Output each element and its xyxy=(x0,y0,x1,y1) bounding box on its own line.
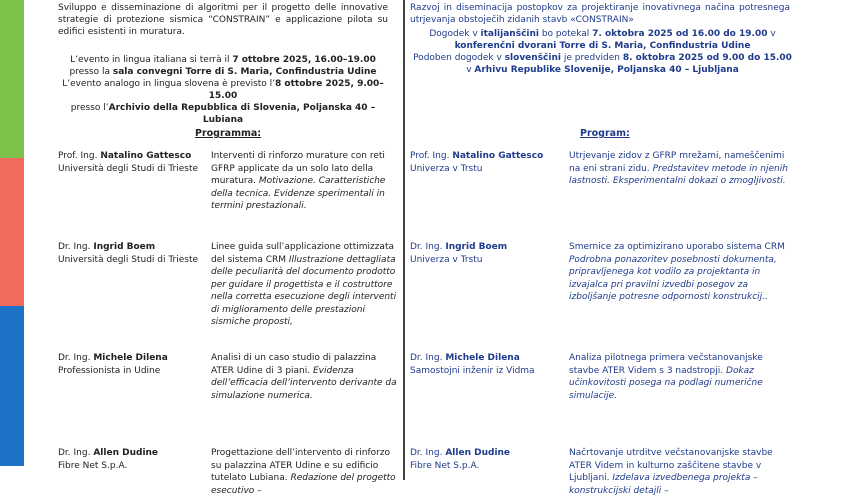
talk-description: Smernice za optimizirano uporabo sistema CRM Podrobna ponazoritev posebnosti dokumenta, pripravljenega kot vodilo za projektanta in izvajalca pri pravilni izvedbi posegov za izboljšanje potresne odpornosti konstrukcij.. xyxy=(569,242,785,302)
program-title-sl: Program: xyxy=(580,128,630,139)
speaker: Prof. Ing. Natalino Gattesco Univerza v Trstu xyxy=(410,151,544,174)
talk-description: Interventi di rinforzo murature con reti GFRP applicate da un solo lato della muratura. Motivazione. Caratteristiche della tecnica. Evidenze sperimentali in termini prestazionali. xyxy=(211,151,386,211)
event2-date-sl: 8. oktobra 2025 od 9.00 do 15.00 xyxy=(622,53,792,63)
event-place-it: sala convegni Torre di S. Maria, Confindustria Udine xyxy=(112,67,377,77)
intro-sl: Razvoj in diseminacija postopkov za projektiranje inovativnega načina potresnega utrjevanja obstoječih zidanih stavb «CONSTRAIN» xyxy=(410,3,790,25)
talk-description: Progettazione dell’intervento di rinforzo su palazzina ATER Udine e su edificio tutelato Lubiana. Redazione del progetto esecutivo – xyxy=(211,448,396,496)
speaker: Dr. Ing. Ingrid Boem Univerza v Trstu xyxy=(410,242,508,265)
event-info-it: L’evento in lingua italiana si terrà il 7 ottobre 2025, 16.00–19.00 presso la sala convegni Torre di S. Maria, Confindustria Udine L’evento analogo in lingua slovena è previsto l’8 ottobre 2025, 9.00–15.00 presso l’Archivio della Repubblica di Slovenia, Poljanska 40 – Lubiana xyxy=(62,55,384,125)
speaker: Dr. Ing. Michele Dilena Professionista in Udine xyxy=(58,353,168,376)
speaker: Prof. Ing. Natalino Gattesco Università degli Studi di Trieste xyxy=(58,151,199,174)
column-divider xyxy=(403,0,405,480)
talk-description: Analiza pilotnega primera večstanovanjske stavbe ATER Videm s 3 nadstropji. Dokaz učinkovitosti posega na podlagi numerične simulacije. xyxy=(569,353,763,401)
stripe-green xyxy=(0,0,24,158)
intro-it: Sviluppo e disseminazione di algoritmi per il progetto delle innovative strategie di protezione sismica “CONSTRAIN” e applicazione pilota su edifici esistenti in muratura. xyxy=(58,3,388,37)
talk-description: Analisi di un caso studio di palazzina ATER Udine di 3 piani. Evidenza dell’efficacia dell’intervento derivante da simulazione numerica. xyxy=(211,353,397,401)
stripe-blue xyxy=(0,306,24,466)
speaker: Dr. Ing. Allen Dudine Fibre Net S.p.A. xyxy=(58,448,159,471)
event-info-sl: Dogodek v italijanščini bo potekal 7. oktobra 2025 od 16.00 do 19.00 v konferenčni dvorani Torre di S. Maria, Confindustria Udine Podoben dogodek v slovenščini je predviden 8. oktobra 2025 od 9.00 do 15.00 v Arhivu Republike Slovenije, Poljanska 40 – Ljubljana xyxy=(413,29,792,75)
event2-date-it: 8 ottobre 2025, 9.00–15.00 xyxy=(208,79,384,101)
speaker: Dr. Ing. Ingrid Boem Università degli Studi di Trieste xyxy=(58,242,199,265)
talk-description: Utrjevanje zidov z GFRP mrežami, nameščenimi na eni strani zidu. Predstavitev metode in njenih lastnosti. Eksperimentalni dokazi o zmogljivosti. xyxy=(569,151,788,186)
talk-description: Načrtovanje utrditve večstanovanjske stavbe ATER Videm in kulturno zaščitene stavbe v Ljubljani. Izdelava izvedbenega projekta – konstrukcijski detajli – xyxy=(569,448,773,496)
event-date-it: 7 ottobre 2025, 16.00–19.00 xyxy=(232,55,376,65)
event-date-sl: 7. oktobra 2025 od 16.00 do 19.00 xyxy=(592,29,768,39)
speaker: Dr. Ing. Michele Dilena Samostojni inženir iz Vidma xyxy=(410,353,535,376)
program-title-it: Programma: xyxy=(195,128,262,139)
event2-place-sl: Arhivu Republike Slovenije, Poljanska 40 – Ljubljana xyxy=(474,65,739,75)
event2-place-it: Archivio della Repubblica di Slovenia, Poljanska 40 – Lubiana xyxy=(108,103,376,125)
event-place-sl: konferenčni dvorani Torre di S. Maria, Confindustria Udine xyxy=(454,41,751,51)
talk-description: Linee guida sull’applicazione ottimizzata del sistema CRM Illustrazione dettagliata delle peculiarità del documento prodotto per guidare il progettista e il costruttore nella corretta esecuzione degli interventi di miglioramento delle prestazioni sismiche proposti, xyxy=(211,242,397,327)
speaker: Dr. Ing. Allen Dudine Fibre Net S.p.A. xyxy=(410,448,511,471)
stripe-red xyxy=(0,158,24,306)
